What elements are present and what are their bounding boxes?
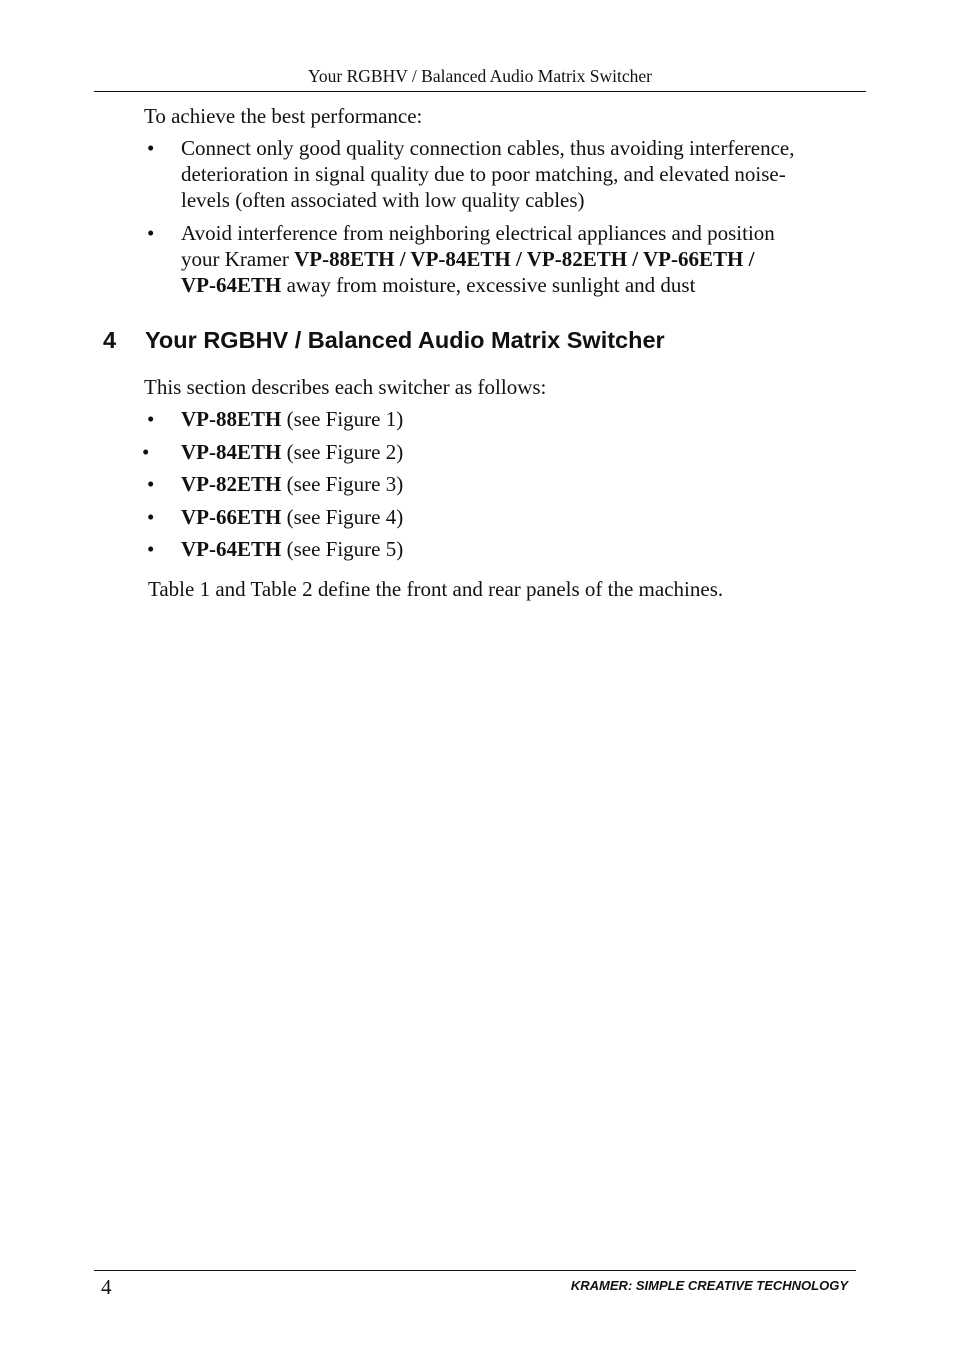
header-rule — [94, 91, 866, 92]
figure-ref: (see Figure 5) — [281, 537, 404, 561]
section-title: Your RGBHV / Balanced Audio Matrix Switcher — [145, 327, 665, 353]
list-item-line: Connect only good quality connection cables, thus avoiding interference, — [181, 136, 795, 160]
list-item — [181, 471, 861, 497]
footer-brand: KRAMER: SIMPLE CREATIVE TECHNOLOGY — [570, 1278, 848, 1293]
list-item-text: away from moisture, excessive sunlight and dust — [281, 273, 696, 297]
list-item — [181, 439, 861, 465]
list-item-line: levels (often associated with low quality cables) — [181, 188, 585, 212]
section-intro: This section describes each switcher as follows: — [144, 375, 547, 399]
footer-rule — [94, 1270, 856, 1271]
list-item — [181, 406, 861, 432]
list-item — [181, 504, 861, 530]
list-item-line — [181, 246, 861, 272]
model-name: VP-88ETH — [181, 407, 282, 431]
list-item-line: deterioration in signal quality due to poor matching, and elevated noise- — [181, 162, 786, 186]
model-name: VP-84ETH — [181, 440, 282, 464]
bullet-icon: • — [147, 407, 155, 431]
list-item — [181, 536, 861, 562]
bullet-icon: • — [147, 221, 155, 245]
model-names: VP-88ETH / VP-84ETH / VP-82ETH / VP-66ETH / — [294, 247, 755, 271]
model-name: VP-64ETH — [181, 537, 282, 561]
figure-ref: (see Figure 1) — [281, 407, 404, 431]
closing-paragraph: Table 1 and Table 2 define the front and rear panels of the machines. — [148, 577, 724, 601]
model-name: VP-64ETH — [181, 273, 282, 297]
list-item — [181, 220, 861, 298]
performance-intro: To achieve the best performance: — [144, 104, 423, 128]
figure-ref: (see Figure 2) — [281, 440, 404, 464]
bullet-icon: • — [147, 136, 155, 160]
model-name: VP-82ETH — [181, 472, 282, 496]
figure-ref: (see Figure 4) — [281, 505, 404, 529]
bullet-icon: • — [147, 472, 155, 496]
running-header: Your RGBHV / Balanced Audio Matrix Switcher — [308, 66, 652, 86]
bullet-icon: • — [142, 440, 150, 464]
bullet-icon: • — [147, 505, 155, 529]
page-number: 4 — [101, 1275, 112, 1299]
list-item-line — [181, 272, 861, 298]
figure-ref: (see Figure 3) — [281, 472, 404, 496]
list-item-line: Avoid interference from neighboring electrical appliances and position — [181, 221, 775, 245]
list-item — [181, 135, 861, 213]
model-name: VP-66ETH — [181, 505, 282, 529]
section-number: 4 — [103, 327, 117, 353]
list-item-text: your Kramer — [181, 247, 295, 271]
bullet-icon: • — [147, 537, 155, 561]
